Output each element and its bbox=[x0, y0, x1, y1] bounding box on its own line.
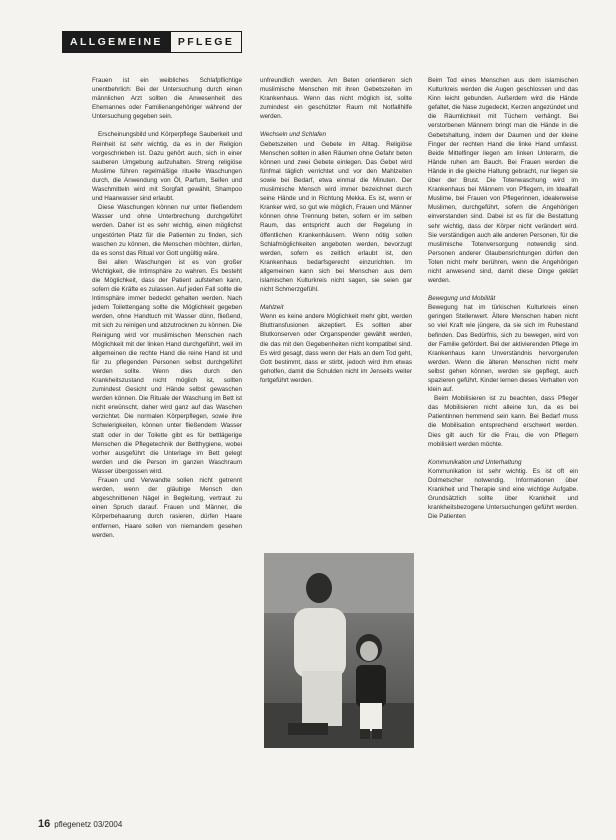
subheading: Bewegung und Mobilität bbox=[428, 295, 496, 303]
section-label-care: PFLEGE bbox=[170, 31, 242, 53]
subheading: Kommunikation und Unterhaltung bbox=[428, 458, 522, 466]
paragraph: Diese Waschungen können nur unter fließendem Wasser und ohne Unterbrechung durchgeführt werden. Daher ist es sehr wichtig, einen möglichst ungestörten Platz für die Patienten zu finden, sich waschen zu können, die Menschen möchten, dürfen, da es sonst das Ritual vor Gott ungültig wäre. bbox=[92, 204, 242, 257]
page-number: 16 bbox=[38, 818, 51, 830]
page-footer bbox=[38, 818, 122, 830]
paragraph: Beim Tod eines Menschen aus dem islamischen Kulturkreis werden die Augen geschlossen und das Kinn leicht gebunden. Außerdem wird die Hände gefaltet, die Nase zugedeckt, Kerzen angezündet und die Räumlichkeit mit Tüchern verhängt. Bei verstorbenen Männern bringt man die Hände in die Gebetshaltung, indem der Daumen und der kleine Finger der rechten Hand die linke Hand umfasst. Beide Mittelfinger liegen am linken Unterarm, die Hände ruhen am Bauch. Bei Frauen werden die Hände in die gleiche Haltung gebracht, nur liegen sie über der Brust. Die Totenwaschung wird im Krankenhaus bei Männern von Pflegern, im Idealfall Muslime, bei Frauen von Pflegerinnen, idealerweise Muslimen, durchgeführt, sofern die Angehörigen einverstanden sind. Dabei ist es für die Bestattung sehr wichtig, dass der Körper nicht verändert wird. Sie verständigen auch alle anderen Personen, für die muslimische Totenversorgung notwendig sind. Personen anderer Glaubensrichtungen dürfen den Toten nicht mehr berühren, wenn die Angehörigen nicht anwesend sind, damit diese Dinge geklärt werden. bbox=[428, 77, 578, 285]
paragraph: Wenn es keine andere Möglichkeit mehr gibt, werden Bluttransfusionen akzeptiert. Es sollten aber Blutkonserven oder Organspender gewählt werden, die das mit den Gegebenheiten nicht kompatibel sind. Es wird gesagt, dass wenn der Hals an dem Tod geht, Gott bestimmt, dass er stirbt, jedoch wird ihm etwas geholfen, damit die Schulden nicht im Jenseits weiter fortgeführt werden. bbox=[260, 313, 412, 384]
paragraph: unfreundlich werden. Am Beten orientieren sich muslimische Menschen mit ihren Gebetszeiten im Krankenhaus. Wenn das nicht möglich ist, sollte zumindest ein geschützter Raum mit Notfallhilfe werden. bbox=[260, 77, 412, 121]
article-photo bbox=[264, 553, 414, 748]
paragraph: Bewegung hat im türkischen Kulturkreis einen geringen Stellenwert. Ältere Menschen haben nicht so viel Kraft wie jüngere, da sie sich im Ruhestand befinden. Das Bedürfnis, sich zu bewegen, wird von der Familie gefördert. Bei der aktivierenden Pflege im Krankenhaus kann Unverständnis hervorgerufen werden. Wenn die älteren Menschen nicht mehr selbst gehen können, werden sie gepflegt, auch spazieren geführt. Kinder lernen dieses Verhalten von klein auf. bbox=[428, 304, 578, 394]
column-3 bbox=[428, 76, 578, 521]
column-1 bbox=[92, 76, 242, 540]
subheading: Wechseln und Schlafen bbox=[260, 131, 327, 139]
photo-illustration bbox=[264, 553, 414, 748]
paragraph: Erscheinungsbild und Körperpflege Sauberkeit und Reinheit ist sehr wichtig, da es in der Religion vorgeschrieben ist. Dazu gehört auch, sich in einer sauberen Umgebung aufzuhalten. Streng religiöse Muslime führen regelmäßige rituelle Waschungen durch, die Anwendung von Öl, Parfum, Seifen und Waschmitteln wird mit Sorgfalt gewählt, Shampoo und Haarwasser sind erlaubt. bbox=[92, 131, 242, 203]
paragraph: Beim Mobilisieren ist zu beachten, dass Pfleger das Mobilisieren nicht alleine tun, da es bei Patientinnen hemmend sein kann. Bei Bedarf muss die Mobilisation entsprechend erschwert werden. Dies gilt auch für die Frau, die von Pflegern mobilisiert werden möchte. bbox=[428, 395, 578, 448]
section-label-general: ALLGEMEINE bbox=[62, 31, 170, 53]
journal-name: pflegenetz 03/2004 bbox=[54, 820, 123, 829]
paragraph: Frauen und Verwandte sollen nicht getrennt werden, wenn der gläubige Mensch den abgeschnittenen Nägel in Begleitung, vertraut zu einen Spruch darauf. Frauen und Männer, die Körperbehaarung durch rasieren, dürfen Haare entfernen, Haare sollen von niemandem gesehen werden. bbox=[92, 477, 242, 539]
subheading: Mahlzeit bbox=[260, 304, 284, 312]
paragraph: Bei allen Waschungen ist es von großer Wichtigkeit, die Intimsphäre zu wahren. Es besteht die Möglichkeit, dass der Patient aufstehen kann, sofern die Kräfte es zulassen. Auf jeden Fall sollte die Intimsphäre immer bedeckt gehalten werden. Nach jedem Toilettengang sollte die Möglichkeit gegeben werden, ohne Handtuch mit Wasser dünn, fließend, mit sich zu reinigen und abzutrocknen zu können. Die Reinigung wird vor muslimischen Menschen nach Möglichkeit mit der linken Hand durchgeführt, weil im allgemeinen die rechte Hand die reine Hand ist und für zu pflegenden Personen selbst durchgeführt werden sollte. Wenn dies durch den Krankheitszustand nicht möglich ist, sollten zumindest Gesicht und Hände selbst gewaschen werden können. Die Rituale der Waschung im Bett ist nicht erwünscht, daher wird ganz auf das Waschen verzichtet. Die normalen Körperpflegen, sowie ihre Schwierigkeiten, können unter fließendem Wasser statt oder in der Toilette gibt es für bettlägerige Menschen die Pflegetechnik der Betthygiene, wobei vorher ausgeführt die Unterlage im Bett gelegt werden und die Person im ganzen Waschraum Wasser übergossen wird. bbox=[92, 258, 242, 475]
section-header bbox=[62, 31, 235, 53]
paragraph: Kommunikation ist sehr wichtig. Es ist oft ein Dolmetscher notwendig. Informationen über Krankheit und Therapie sind eine wichtige Aufgabe. Grundsätzlich sollte über Krankheit und krankheitsbezogene Untersuchungen geführt werden. Die Patienten bbox=[428, 467, 578, 521]
column-2 bbox=[260, 76, 412, 385]
paragraph: Frauen ist ein weibliches Schlafpflichtige unentbehrlich: Bei der Untersuchung durch einen männlichen Arzt sollten die Anwesenheit des Ehemannes oder Familienangehöriger während der Untersuchung gegeben sein. bbox=[92, 77, 242, 121]
paragraph: Gebetszeiten und Gebete im Alltag. Religiöse Menschen sollten in allen Räumen ohne Gefahr beten können und zwei Gebete einlegen. Das Gebet wird fünfmal täglich verrichtet und vor den Mahlzeiten sowie bei Bedarf, etwa einmal die Minuten. Der muslimische Mensch wird immer bezeichnet durch seine Hände und in Richtung Mekka. Es ist, wenn er Kranker wird, so gut wie möglich, Frauen und Männer können ohne Trennung beten, sofern er im selben Raum, das entspricht auch der Regelung in öffentlichen Krankenhäusern. Wenn nötig sollen Schlafmöglichkeiten angeboten werden, bevorzugt werden, sofern es zeitlich erlaubt ist, den Krankenhaus bedarfsgerecht einzurichten. Im allgemeinen kann sich bei Menschen aus dem islamischen Kulturkreis nicht sagen, sie seien gar nicht Schmerzgefühl. bbox=[260, 140, 412, 294]
